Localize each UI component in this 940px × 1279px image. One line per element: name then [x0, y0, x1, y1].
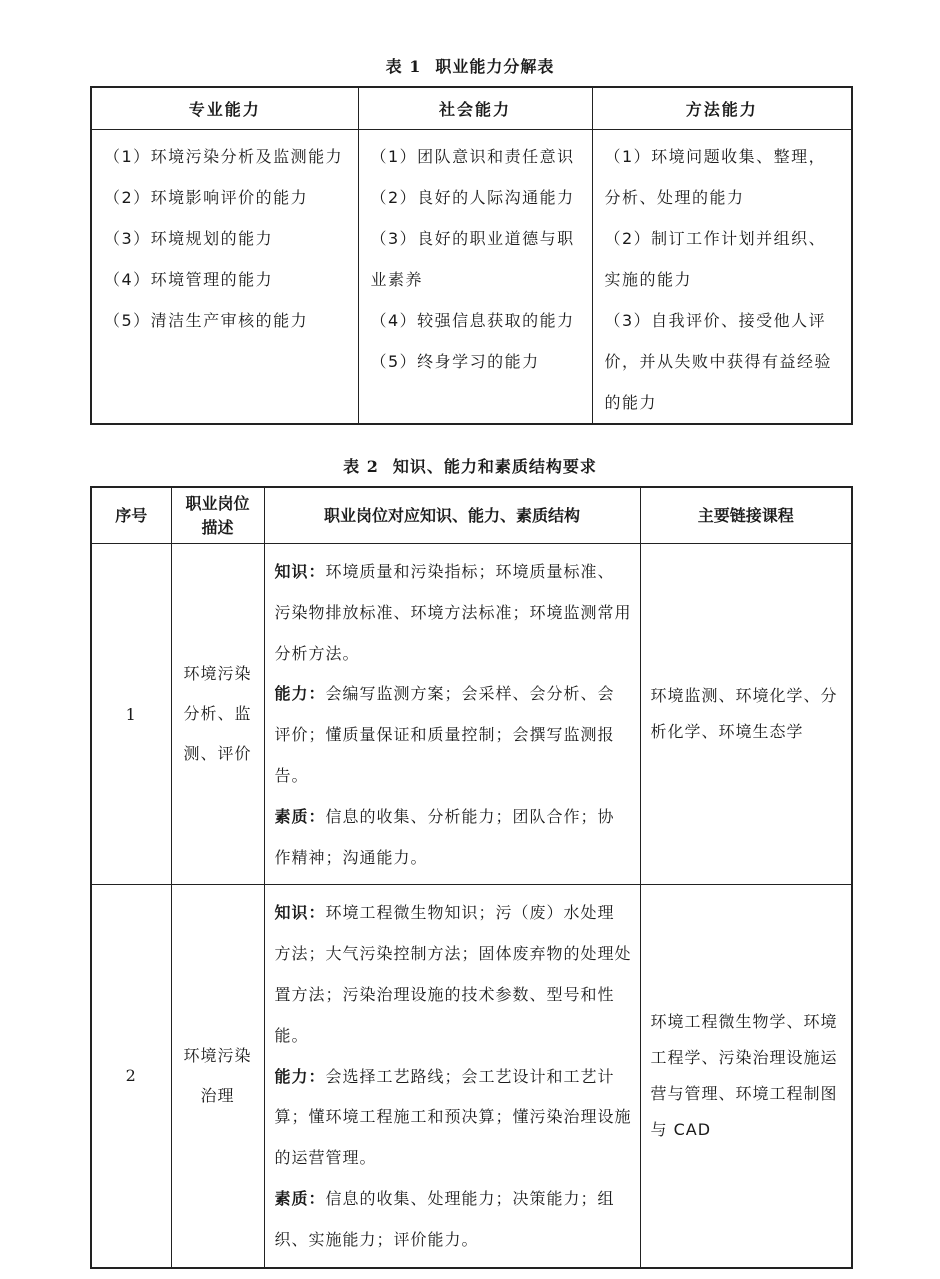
row-job: 环境污染治理	[171, 885, 264, 1268]
knowledge-ability-quality-table	[90, 486, 853, 1269]
table2-caption	[0, 454, 940, 477]
ability-text: 会选择工艺路线；会工艺设计和工艺计算；懂环境工程施工和预决算；懂污染治理设施的运营管理。	[274, 1066, 632, 1168]
knowledge-text: 环境工程微生物知识；污（废）水处理方法；大气污染控制方法；固体废弃物的处理处置方法；污染治理设施的技术参数、型号和性能。	[274, 903, 632, 1045]
row-courses: 环境工程微生物学、环境工程学、污染治理设施运营与管理、环境工程制图与 CAD	[640, 885, 852, 1268]
list-item: （3）良好的职业道德与职业素养	[370, 228, 575, 289]
row-courses: 环境监测、环境化学、分析化学、环境生态学	[640, 544, 852, 885]
list-item: （3）环境规划的能力	[104, 228, 274, 248]
ability-text: 会编写监测方案；会采样、会分析、会评价；懂质量保证和质量控制；会撰写监测报告。	[274, 684, 615, 785]
header-professional: 专业能力	[91, 87, 358, 129]
knowledge-text: 环境质量和污染指标；环境质量标准、污染物排放标准、环境方法标准；环境监测常用分析方法。	[274, 562, 632, 663]
ability-label: 能力：	[274, 1066, 326, 1086]
social-ability-cell	[358, 129, 592, 424]
knowledge-paragraph	[275, 893, 632, 1056]
header-job	[171, 487, 264, 544]
ability-label: 能力：	[274, 684, 326, 704]
list-item: （5）终身学习的能力	[370, 351, 540, 371]
table-row	[91, 885, 852, 1268]
row-seq: 2	[91, 885, 171, 1268]
header-courses: 主要链接课程	[640, 487, 852, 544]
knowledge-label: 知识：	[274, 903, 326, 923]
table2-caption-title: 知识、能力和素质结构要求	[392, 457, 597, 476]
table1-caption-title: 职业能力分解表	[435, 57, 555, 76]
quality-paragraph	[275, 1179, 632, 1261]
quality-text: 信息的收集、分析能力；团队合作；协作精神；沟通能力。	[274, 806, 615, 867]
header-seq: 序号	[91, 487, 171, 544]
header-structure: 职业岗位对应知识、能力、素质结构	[264, 487, 640, 544]
quality-text: 信息的收集、处理能力；决策能力；组织、实施能力；评价能力。	[274, 1188, 615, 1249]
list-item: （5）清洁生产审核的能力	[104, 310, 309, 330]
row-structure	[264, 544, 640, 885]
ability-breakdown-table	[90, 86, 853, 425]
list-item: （2）环境影响评价的能力	[104, 187, 309, 207]
list-item: （1）环境污染分析及监测能力	[104, 146, 344, 166]
quality-paragraph	[275, 797, 632, 879]
professional-ability-cell	[91, 129, 358, 424]
list-item: （2）制订工作计划并组织、实施的能力	[604, 228, 827, 289]
row-seq: 1	[91, 544, 171, 885]
table1-caption-number: 表 1	[385, 57, 422, 76]
list-item: （1）环境问题收集、整理，分析、处理的能力	[604, 146, 827, 207]
quality-label: 素质：	[274, 806, 326, 826]
list-item: （4）较强信息获取的能力	[370, 310, 575, 330]
knowledge-paragraph	[275, 552, 632, 674]
row-structure	[264, 885, 640, 1268]
list-item: （4）环境管理的能力	[104, 269, 274, 289]
knowledge-label: 知识：	[274, 562, 326, 581]
header-method: 方法能力	[592, 87, 852, 129]
quality-label: 素质：	[274, 1188, 326, 1208]
row-job: 环境污染分析、监测、评价	[171, 544, 264, 885]
header-job-text: 职业岗位描述	[185, 493, 250, 537]
method-ability-cell	[592, 129, 852, 424]
list-item: （3）自我评价、接受他人评价，并从失败中获得有益经验的能力	[604, 310, 833, 412]
list-item: （1）团队意识和责任意识	[370, 146, 575, 166]
ability-paragraph	[275, 1057, 632, 1179]
table1-caption	[0, 54, 940, 77]
ability-paragraph	[275, 674, 632, 796]
table-row	[91, 544, 852, 885]
header-social: 社会能力	[358, 87, 592, 129]
list-item: （2）良好的人际沟通能力	[370, 187, 575, 207]
table2-caption-number: 表 2	[343, 457, 379, 476]
